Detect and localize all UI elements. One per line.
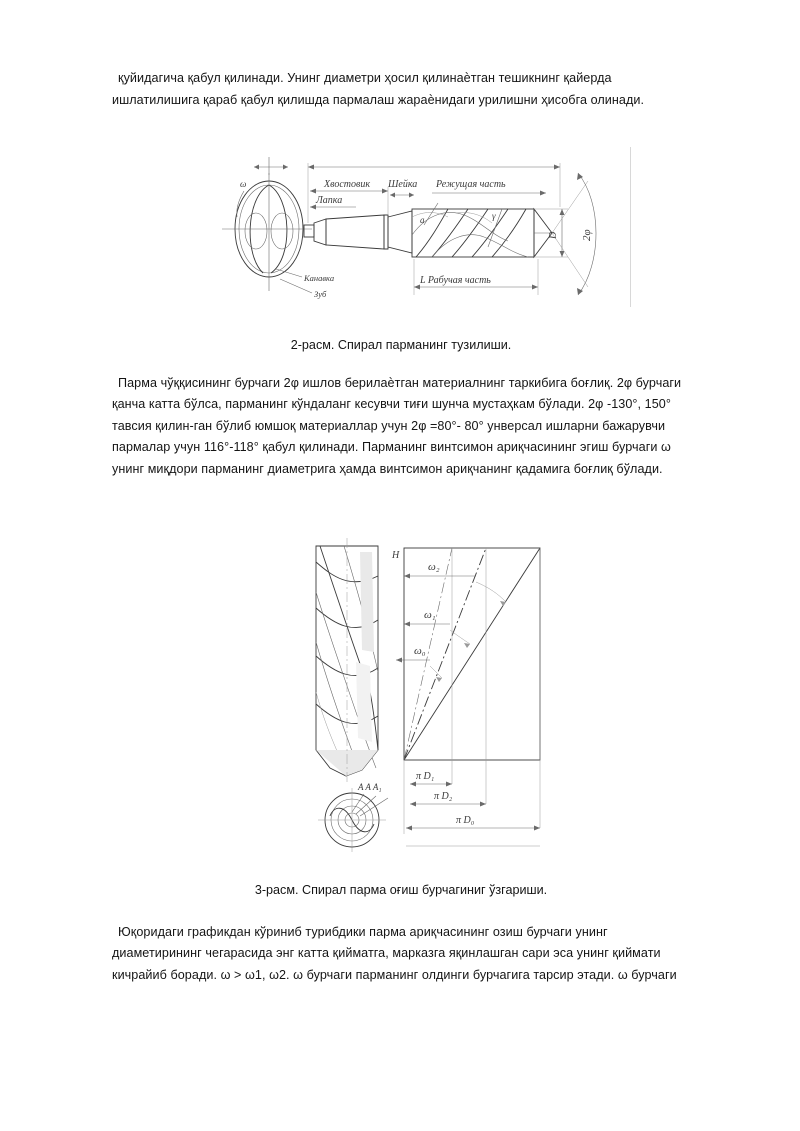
figure-1-label-neck: Шейка xyxy=(388,179,418,190)
paragraph-middle-text: Парма чўққисининг бурчаги 2φ ишлов берилаѐтган материалнинг таркибига боғлиқ. 2φ бурчаги қанча катта бўлса, парманинг кўндаланг кесувчи тиғи шунча мустаҳкам бўлади. 2φ -130°, 150° тавсия қилин-ган бўлиб юмшоқ материаллар учун 2φ =80°- 80° унверсал ишларни бажарувчи пармалар учун 116°-118° қабул қилинади. Парманинг винтсимон ариқчасининг эгиш бурчаги ω унинг миқдори парманинг диаметрига ҳамда винтсимон ариқчанинг қадамига боғлиқ бўлади. xyxy=(112,375,682,476)
figure-1-label-cutting-part: Режущая часть xyxy=(436,179,506,190)
drill-end-view xyxy=(318,782,388,852)
shank-end-view xyxy=(222,157,334,299)
figure-2 xyxy=(112,532,690,862)
figure-2-label-height: H xyxy=(392,550,400,561)
figure-1-working-length-dimension xyxy=(414,259,538,295)
figure-2-pi-d2 xyxy=(410,791,486,807)
figure-1-label-alpha: a xyxy=(420,215,425,225)
figure-2-label-pi-d1: π D₁ xyxy=(416,771,435,782)
page-content xyxy=(112,68,690,986)
scan-edge-line xyxy=(630,147,631,307)
figure-1-neck-dimension xyxy=(387,179,417,198)
spacer xyxy=(112,902,690,922)
figure-2-label-pi-d2: π D₂ xyxy=(434,791,453,802)
figure-1-label-flute: Канавка xyxy=(304,273,335,283)
figure-2-omega-0 xyxy=(396,645,442,682)
figure-1-label-taper: ω xyxy=(240,179,247,189)
figure-2-drawing xyxy=(300,532,550,862)
figure-1-label-diameter: D xyxy=(548,231,559,239)
figure-2-omega-2 xyxy=(404,561,506,606)
drill-shank xyxy=(326,215,388,249)
figure-1-label-point-angle: 2φ xyxy=(581,229,593,241)
figure-2-label-omega0: ω₀ xyxy=(414,645,426,657)
figure-1-label-tang: Лапка xyxy=(316,195,343,206)
drill-working-part xyxy=(412,209,552,257)
paragraph-outro-text: Юқоридаги графикдан кўриниб турибдики парма ариқчасининг озиш бурчаги унинг диаметирининг чегарасида энг катта қийматга, марказга яқинлашган сари эса унинг қиймати кичрайиб боради. ω > ω1, ω2. ω бурчаги парманинг олдинги бурчагига тарсир этади. ω бурчаги xyxy=(112,924,677,982)
figure-1-label-gamma: γ xyxy=(492,211,496,221)
paragraph-middle xyxy=(112,373,690,481)
figure-1-tang-callout xyxy=(310,195,356,210)
paragraph-intro-text: қуйидагича қабул қилинади. Унинг диаметри ҳосил қилинаѐтган тешикнинг қайерда ишлатилишига қараб қабул қилишда пармалаш жараѐнидаги урилишни ҳисобга олинади. xyxy=(112,71,645,107)
figure-2-label-omega1: ω₁ xyxy=(424,609,436,621)
figure-2-label-omega2: ω₂ xyxy=(428,561,440,573)
figure-1-label-shank: Хвостовик xyxy=(324,179,370,190)
figure-2-caption: 3-расм. Спирал парма оғиш бурчагиниг ўзгариши. xyxy=(254,883,548,897)
helix-unrolled-chart xyxy=(391,548,540,846)
helix-angle-diagram xyxy=(300,532,550,862)
spacer xyxy=(112,111,690,145)
paragraph-outro xyxy=(112,922,690,987)
spacer xyxy=(112,480,690,532)
drill-neck xyxy=(388,211,412,253)
figure-2-pi-d1 xyxy=(410,771,452,787)
figure-2-label-pi-d0: π D₀ xyxy=(456,815,475,826)
spacer xyxy=(112,313,690,335)
spacer xyxy=(112,862,690,880)
figure-1-label-tooth: Зуб xyxy=(314,289,327,299)
drill-structure-diagram xyxy=(216,145,636,313)
figure-1-caption: 2-расм. Спирал парманинг тузилиши. xyxy=(290,338,512,352)
drill-tang xyxy=(304,219,326,245)
figure-2-label-section-a: A A A₁ xyxy=(358,782,382,792)
figure-1-label-working-length: L Рабучая часть xyxy=(420,275,491,286)
drill-body-view xyxy=(316,538,378,782)
spacer xyxy=(112,357,690,373)
figure-2-pi-d0 xyxy=(406,815,540,831)
paragraph-intro xyxy=(112,68,690,111)
figure-1 xyxy=(112,145,690,313)
figure-1-drawing xyxy=(216,145,636,313)
